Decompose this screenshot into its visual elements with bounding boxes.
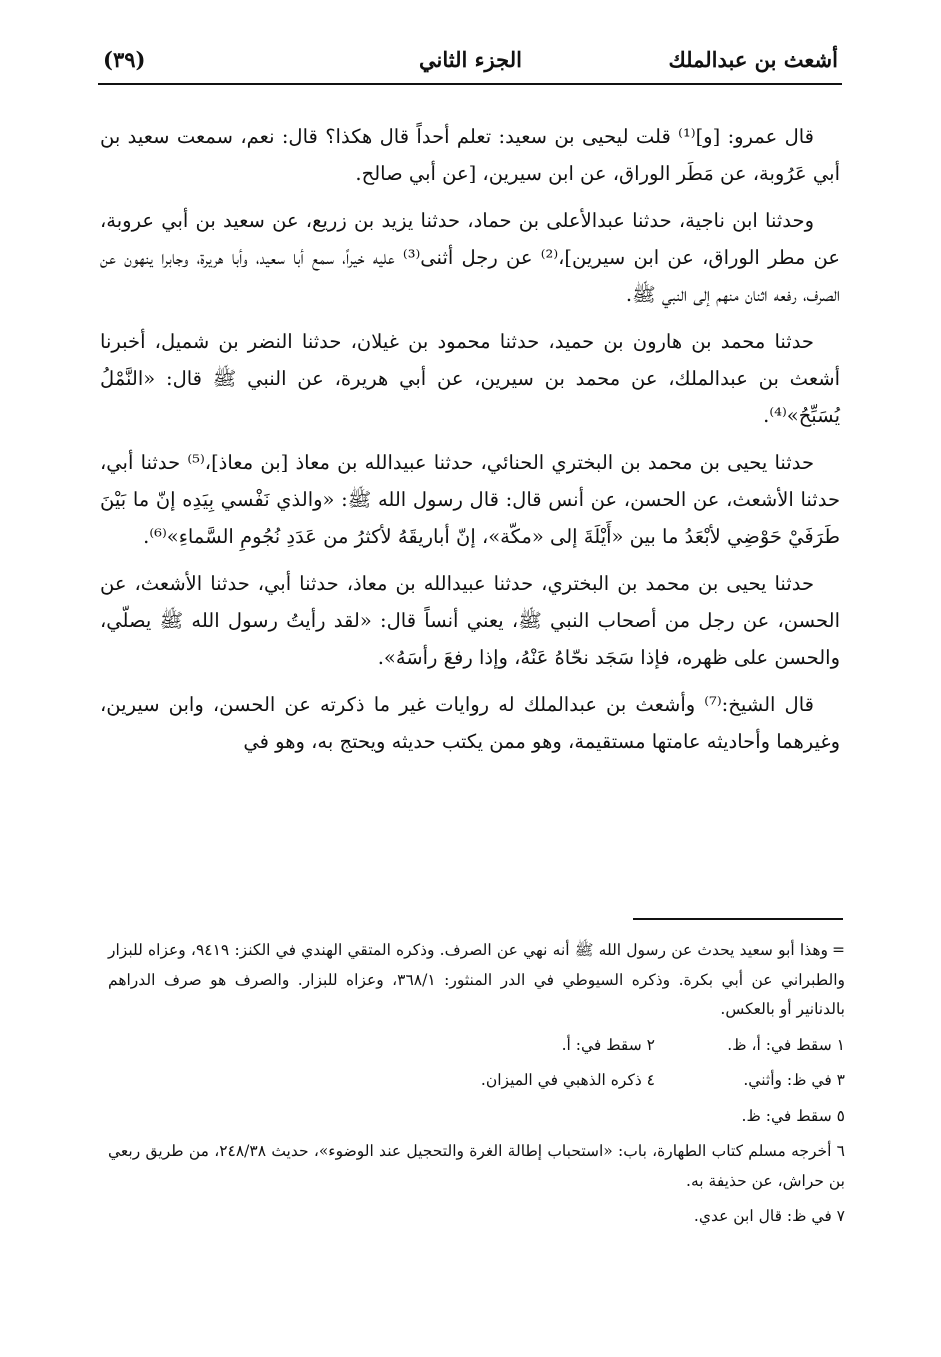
footnote-row-3-4 bbox=[108, 1066, 845, 1096]
footnote-5: ٥ سقط في: ظ. bbox=[741, 1106, 845, 1125]
paragraph-4: حدثنا يحيى بن محمد بن البختري الحنائي، حدثنا عبيدالله بن معاذ [بن معاذ]،⁽⁵⁾ حدثنا أبي، حدثنا الأشعث، عن الحسن، عن أنس قال: قال رسول الله ﷺ: «والذي نَفْسي بِيَدِه إنّ ما بَيْنَ طَرَفَيْ حَوْضِي لأبْعَدُ ما بين «أَيْلَةَ إلى «مكّة»، إنّ أباريقَهُ لأكثرُ من عَدَدِ نُجُومِ السَّماءِ»⁽⁶⁾. bbox=[100, 451, 840, 548]
header-rule bbox=[98, 83, 842, 85]
continuation-marker: = bbox=[832, 941, 845, 959]
footnote-3: ٣ في ظ: وأثني. bbox=[743, 1071, 845, 1089]
footnote-2: ٢ سقط في: أ. bbox=[561, 1035, 655, 1054]
footnote-4: ٤ ذكره الذهبي في الميزان. bbox=[480, 1071, 655, 1089]
footnote-1: ١ سقط في: أ، ظ. bbox=[727, 1035, 845, 1054]
paragraph-3: حدثنا محمد بن هارون بن حميد، حدثنا محمود بن غيلان، حدثنا النضر بن شميل، أخبرنا أشعث بن عبدالملك، عن محمد بن سيرين، عن أبي هريرة، عن النبي ﷺ قال: «النَّمْلُ يُسَبِّحُ»⁽⁴⁾. bbox=[100, 330, 840, 427]
header-section-title: أشعث بن عبدالملك bbox=[668, 47, 838, 72]
paragraph-1: قال عمرو: [و]⁽¹⁾ قلت ليحيى بن سعيد: تعلم أحداً قال هكذا؟ قال: نعم، سمعت سعيد بن أبي عَرُوبة، عن مَطَر الوراق، عن ابن سيرين، [عن أبي صالح. bbox=[100, 125, 840, 185]
continuation-text: وهذا أبو سعيد يحدث عن رسول الله ﷺ أنه نهي عن الصرف. وذكره المتقي الهندي في الكنز: ٩٤١٩، وعزاه للبزار والطبراني عن أبي بكرة. وذكره السيوطي في الدر المنثور: ٣٦٨/١، وعزاه للبزار. والصرف هو صرف الدراهم بالدنانير أو بالعكس. bbox=[108, 941, 845, 1018]
header-volume: الجزء الثاني bbox=[419, 47, 522, 72]
footnote-6: ٦ أخرجه مسلم كتاب الطهارة، باب: «استحباب إطالة الغرة والتحجيل عند الوضوء»، حديث ٢٤٨/٣٨، من طريق ربعي بن حراش، عن حذيفة به. bbox=[108, 1142, 845, 1190]
paragraph-2: وحدثنا ابن ناجية، حدثنا عبدالأعلى بن حماد، حدثنا يزيد بن زريع، عن سعيد بن أبي عروبة، عن مطر الوراق، عن ابن سيرين]،⁽²⁾ عن رجل أثنى⁽³⁾ عليه خيراً، سمع أبا سعيد، وأبا هريرة، وجابرا ينهون عن الصرف، رفعه اثنان منهم إلى النبي ﷺ. bbox=[100, 209, 840, 306]
paragraph-6: قال الشيخ:⁽⁷⁾ وأشعث بن عبدالملك له روايات غير ما ذكرته عن الحسن، وابن سيرين، وغيرهما وأحاديثه عامتها مستقيمة، وهو ممن يكتب حديثه ويحتج به، وهو في bbox=[100, 693, 840, 753]
footnote-7: ٧ في ظ: قال ابن عدي. bbox=[693, 1207, 845, 1225]
running-header bbox=[0, 38, 941, 82]
footnotes bbox=[108, 936, 845, 1238]
header-page-number: (٣٩) bbox=[103, 47, 146, 72]
paragraph-5: حدثنا يحيى بن محمد بن البختري، حدثنا عبيدالله بن معاذ، حدثنا أبي، حدثنا الأشعث، عن الحسن، عن رجل من أصحاب النبي ﷺ، يعني أنساً قال: «لقد رأيتُ رسول الله ﷺ يصلّي، والحسن على ظهره، فإذا سَجَد نحّاهُ عَنْهُ، وإذا رفعَ رأسَهُ». bbox=[100, 572, 840, 669]
footnote-continuation bbox=[108, 936, 845, 1025]
main-text bbox=[100, 118, 840, 770]
footnote-rule bbox=[633, 918, 843, 920]
footnote-row-1-2 bbox=[108, 1031, 845, 1061]
